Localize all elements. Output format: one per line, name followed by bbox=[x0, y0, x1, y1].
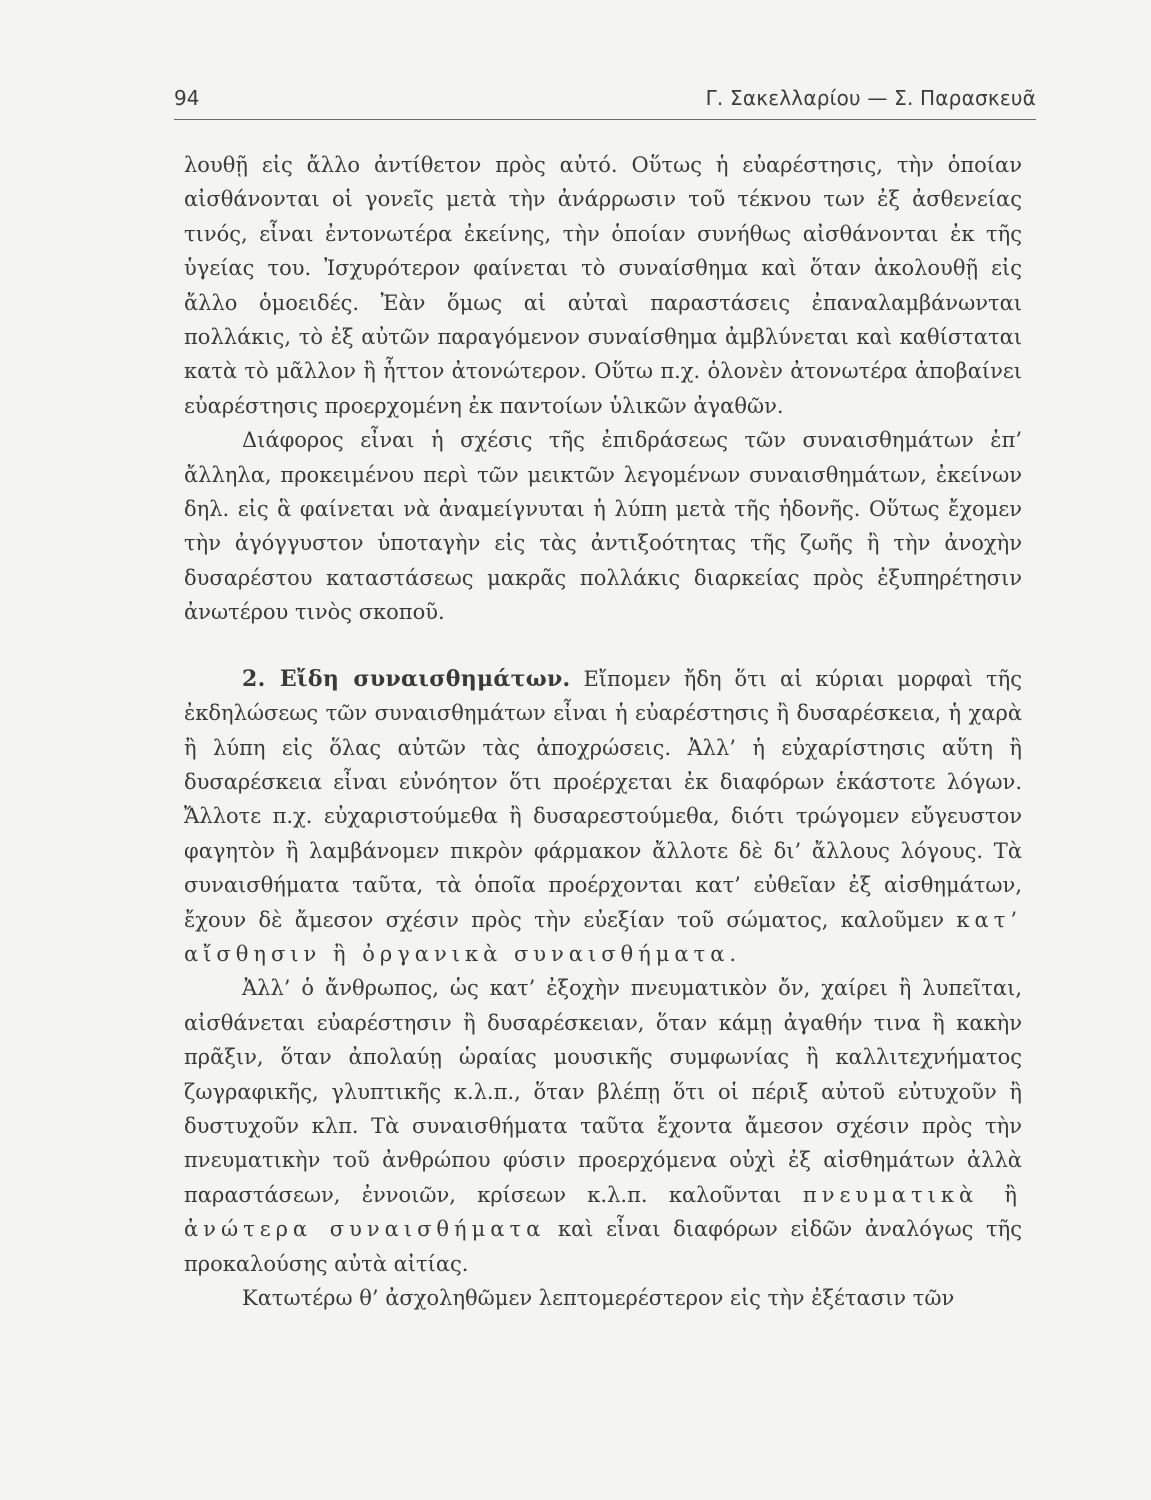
paragraph-4-emphasis: πνευματικὰ ἢ ἀνώτερα συναισθήματα bbox=[184, 1182, 1022, 1242]
paragraph-3-emphasis: κατ’ αἴσθησιν ἢ ὀργανικὰ συναισθήματα. bbox=[184, 907, 1022, 966]
body-text bbox=[184, 148, 1022, 1315]
paragraph-4 bbox=[184, 971, 1022, 1281]
page-number: 94 bbox=[174, 86, 200, 110]
paragraph-5: Κατωτέρω θ’ ἀσχοληθῶμεν λεπτομερέστερον εἰς τὴν ἐξέτασιν τῶν bbox=[242, 1286, 955, 1310]
header-rule bbox=[174, 119, 1036, 120]
paragraph-3-text: Εἴπομεν ἤδη ὅτι αἱ κύριαι μορφαὶ τῆς ἐκδηλώσεως τῶν συναισθημάτων εἶναι ἡ εὐαρέστησις ἢ δυσαρέσκεια, ἡ χαρὰ ἢ λύπη εἰς ὅλας αὐτῶν τὰς ἀποχρώσεις. Ἀλλ’ ἡ εὐχαρίστησις αὕτη ἢ δυσαρέσκεια εἶναι εὐνόητον ὅτι προέρχεται ἐκ διαφόρων ἑκάστοτε λόγων. Ἄλλοτε π.χ. εὐχαριστούμεθα ἢ δυσαρεστούμεθα, διότι τρώγομεν εὔγευστον φαγητὸν ἢ λαμβάνομεν πικρὸν φάρμακον ἄλλοτε δὲ δι’ ἄλλους λόγους. Τὰ συναισθήματα ταῦτα, τὰ ὁποῖα προέρχονται κατ’ εὐθεῖαν ἐξ αἰσθημάτων, ἔχουν δὲ ἄμεσον σχέσιν πρὸς τὴν εὐεξίαν τοῦ σώματος, καλοῦμεν bbox=[184, 666, 1022, 932]
page-header bbox=[174, 86, 1036, 116]
paragraph-2: Διάφορος εἶναι ἡ σχέσις τῆς ἐπιδράσεως τῶν συναισθημάτων ἐπ’ ἄλληλα, προκειμένου περὶ τῶν μεικτῶν λεγομένων συναισθημάτων, ἐκείνων δηλ. εἰς ἃ φαίνεται νὰ ἀναμείγνυται ἡ λύπη μετὰ τῆς ἡδονῆς. Οὕτως ἔχομεν τὴν ἀγόγγυστον ὑποταγὴν εἰς τὰς ἀντιξοότητας τῆς ζωῆς ἢ τὴν ἀνοχὴν δυσαρέστου καταστάσεως μακρᾶς πολλάκις διαρκείας πρὸς ἐξυπηρέτησιν ἀνωτέρου τινὸς σκοποῦ. bbox=[184, 428, 1022, 625]
section-heading: 2. Εἴδη συναισθημάτων. bbox=[242, 665, 571, 692]
section-gap bbox=[184, 630, 1022, 662]
paragraph-3 bbox=[184, 662, 1022, 972]
running-title: Γ. Σακελλαρίου — Σ. Παρασκευᾶ bbox=[705, 86, 1036, 110]
paragraph-4-text: Ἀλλ’ ὁ ἄνθρωπος, ὡς κατ’ ἐξοχὴν πνευματικὸν ὄν, χαίρει ἢ λυπεῖται, αἰσθάνεται εὐαρέστησιν ἢ δυσαρέσκειαν, ὅταν κάμῃ ἀγαθήν τινα ἢ κακὴν πρᾶξιν, ὅταν ἀπολαύῃ ὡραίας μουσικῆς συμφωνίας ἢ καλλιτεχνήματος ζωγραφικῆς, γλυπτικῆς κ.λ.π., ὅταν βλέπῃ ὅτι οἱ πέριξ αὐτοῦ εὐτυχοῦν ἢ δυστυχοῦν κλπ. Τὰ συναισθήματα ταῦτα ἔχοντα ἄμεσον σχέσιν πρὸς τὴν πνευματικὴν τοῦ ἀνθρώπου φύσιν προερχόμενα οὐχὶ ἐξ αἰσθημάτων ἀλλὰ παραστάσεων, ἐννοιῶν, κρίσεων κ.λ.π. καλοῦνται bbox=[184, 976, 1022, 1207]
paragraph-4-end: καὶ εἶναι διαφόρων εἰδῶν ἀναλόγως τῆς προκαλούσης αὐτὰ αἰτίας. bbox=[184, 1217, 1022, 1276]
paragraph-1: λουθῇ εἰς ἄλλο ἀντίθετον πρὸς αὐτό. Οὕτως ἡ εὐαρέστησις, τὴν ὁποίαν αἰσθάνονται οἱ γονεῖς μετὰ τὴν ἀνάρρωσιν τοῦ τέκνου των ἐξ ἀσθενείας τινός, εἶναι ἐντονωτέρα ἐκείνης, τὴν ὁποίαν συνήθως αἰσθάνονται ἐκ τῆς ὑγείας του. Ἰσχυρότερον φαίνεται τὸ συναίσθημα καὶ ὅταν ἀκολουθῇ εἰς ἄλλο ὁμοειδές. Ἐὰν ὅμως αἱ αὐταὶ παραστάσεις ἐπαναλαμβάνωνται πολλάκις, τὸ ἐξ αὐτῶν παραγόμενον συναίσθημα ἀμβλύνεται καὶ καθίσταται κατὰ τὸ μᾶλλον ἢ ἧττον ἀτονώτερον. Οὕτω π.χ. ὁλονὲν ἀτονωτέρα ἀποβαίνει εὐαρέστησις προερχομένη ἐκ παντοίων ὑλικῶν ἀγαθῶν. bbox=[184, 153, 1022, 418]
